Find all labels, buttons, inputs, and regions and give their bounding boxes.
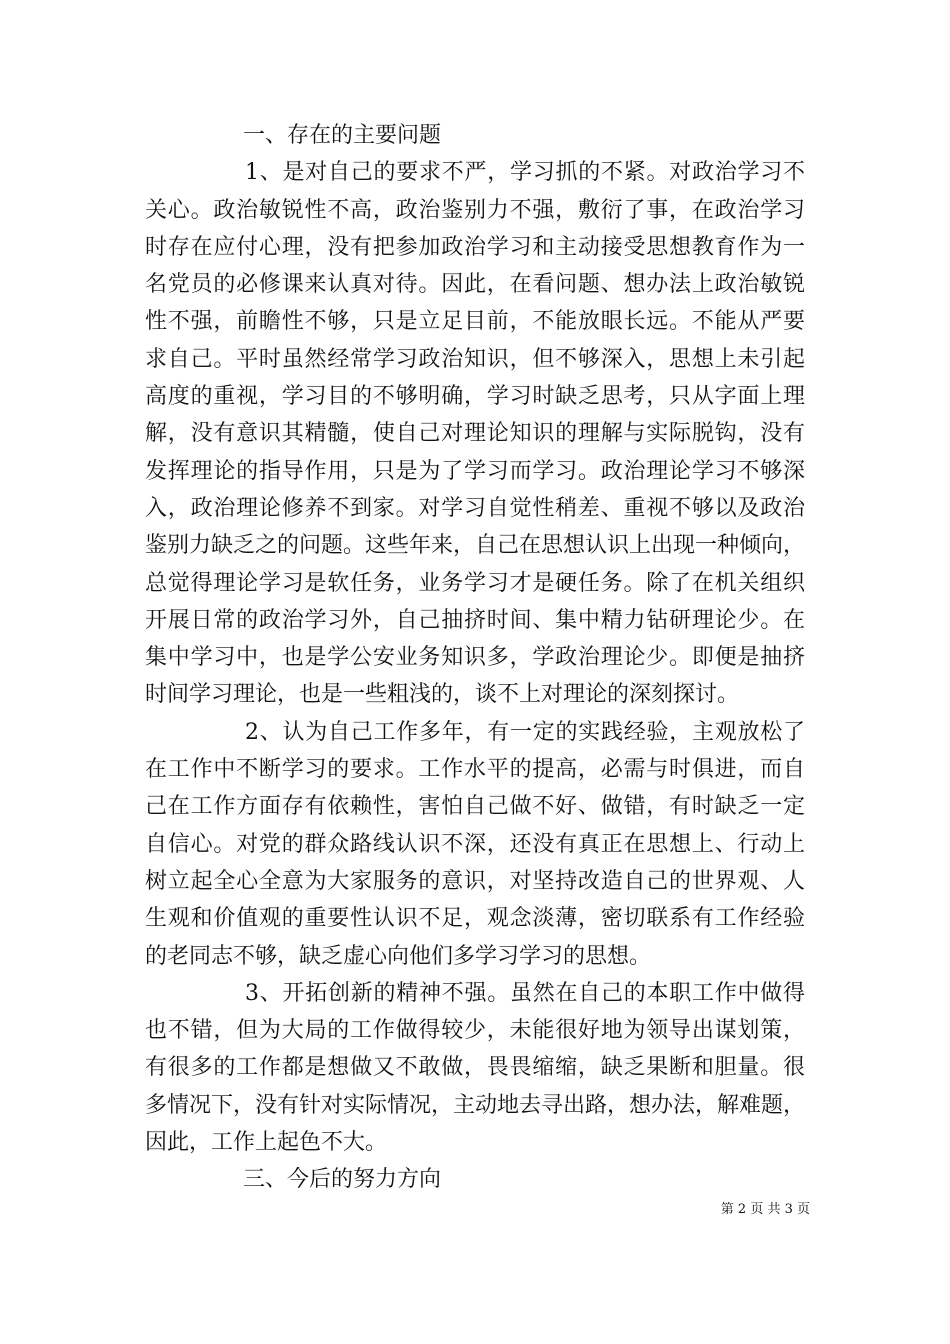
paragraph-3 <box>145 975 805 1161</box>
paragraph-line: 发挥理论的指导作用，只是为了学习而学习。政治理论学习不够深 <box>145 458 805 484</box>
paragraph-2 <box>145 714 805 975</box>
paragraph-line: 有很多的工作都是想做又不敢做，畏畏缩缩，缺乏果断和胆量。很 <box>145 1055 805 1081</box>
paragraph-line: 求自己。平时虽然经常学习政治知识，但不够深入，思想上未引起 <box>145 346 805 372</box>
paragraph-line: 1、是对自己的要求不严，学习抓的不紧。对政治学习不 <box>245 160 805 186</box>
paragraph-line: 2、认为自己工作多年，有一定的实践经验，主观放松了 <box>245 719 805 745</box>
paragraph-1 <box>145 154 805 713</box>
paragraph-line: 树立起全心全意为大家服务的意识，对坚持改造自己的世界观、人 <box>145 868 805 894</box>
paragraph-line: 鉴别力缺乏之的问题。这些年来，自己在思想认识上出现一种倾向， <box>145 533 806 559</box>
paragraph-line: 高度的重视，学习目的不够明确，学习时缺乏思考，只从字面上理 <box>145 384 805 410</box>
document-body <box>145 117 805 1199</box>
paragraph-line: 多情况下，没有针对实际情况，主动地去寻出路，想办法，解难题， <box>145 1092 806 1118</box>
paragraph-line: 3、开拓创新的精神不强。虽然在自己的本职工作中做得 <box>245 980 805 1006</box>
paragraph-line: 在工作中不断学习的要求。工作水平的提高，必需与时俱进，而自 <box>145 757 805 783</box>
paragraph-line: 己在工作方面存有依赖性，害怕自己做不好、做错，有时缺乏一定 <box>145 794 805 820</box>
paragraph-line: 关心。政治敏锐性不高，政治鉴别力不强，敷衍了事，在政治学习 <box>145 197 805 223</box>
paragraph-line: 集中学习中，也是学公安业务知识多，学政治理论少。即便是抽挤 <box>145 645 805 671</box>
paragraph-line: 入，政治理论修养不到家。对学习自觉性稍差、重视不够以及政治 <box>145 495 805 521</box>
paragraph-line: 的老同志不够，缺乏虚心向他们多学习学习的思想。 <box>145 943 652 969</box>
paragraph-line: 因此，工作上起色不大。 <box>145 1130 388 1156</box>
paragraph-line: 开展日常的政治学习外，自己抽挤时间、集中精力钻研理论少。在 <box>145 607 805 633</box>
section-heading-direction: 三、今后的努力方向 <box>243 1167 442 1193</box>
paragraph-line: 性不强，前瞻性不够，只是立足目前，不能放眼长远。不能从严要 <box>145 309 805 335</box>
page-number-footer: 第 2 页 共 3 页 <box>720 1202 810 1217</box>
paragraph-line: 名党员的必修课来认真对待。因此，在看问题、想办法上政治敏锐 <box>145 272 805 298</box>
paragraph-line: 生观和价值观的重要性认识不足，观念淡薄，密切联系有工作经验 <box>145 906 805 932</box>
paragraph-line: 解，没有意识其精髓，使自己对理论知识的理解与实际脱钩，没有 <box>145 421 805 447</box>
paragraph-line: 也不错，但为大局的工作做得较少，未能很好地为领导出谋划策， <box>145 1018 805 1044</box>
paragraph-line: 总觉得理论学习是软任务，业务学习才是硬任务。除了在机关组织 <box>145 570 805 596</box>
paragraph-line: 自信心。对党的群众路线认识不深，还没有真正在思想上、行动上 <box>145 831 805 857</box>
paragraph-line: 时存在应付心理，没有把参加政治学习和主动接受思想教育作为一 <box>145 234 805 260</box>
paragraph-line: 时间学习理论，也是一些粗浅的，谈不上对理论的深刻探讨。 <box>145 682 740 708</box>
section-heading-problems: 一、存在的主要问题 <box>243 123 442 148</box>
